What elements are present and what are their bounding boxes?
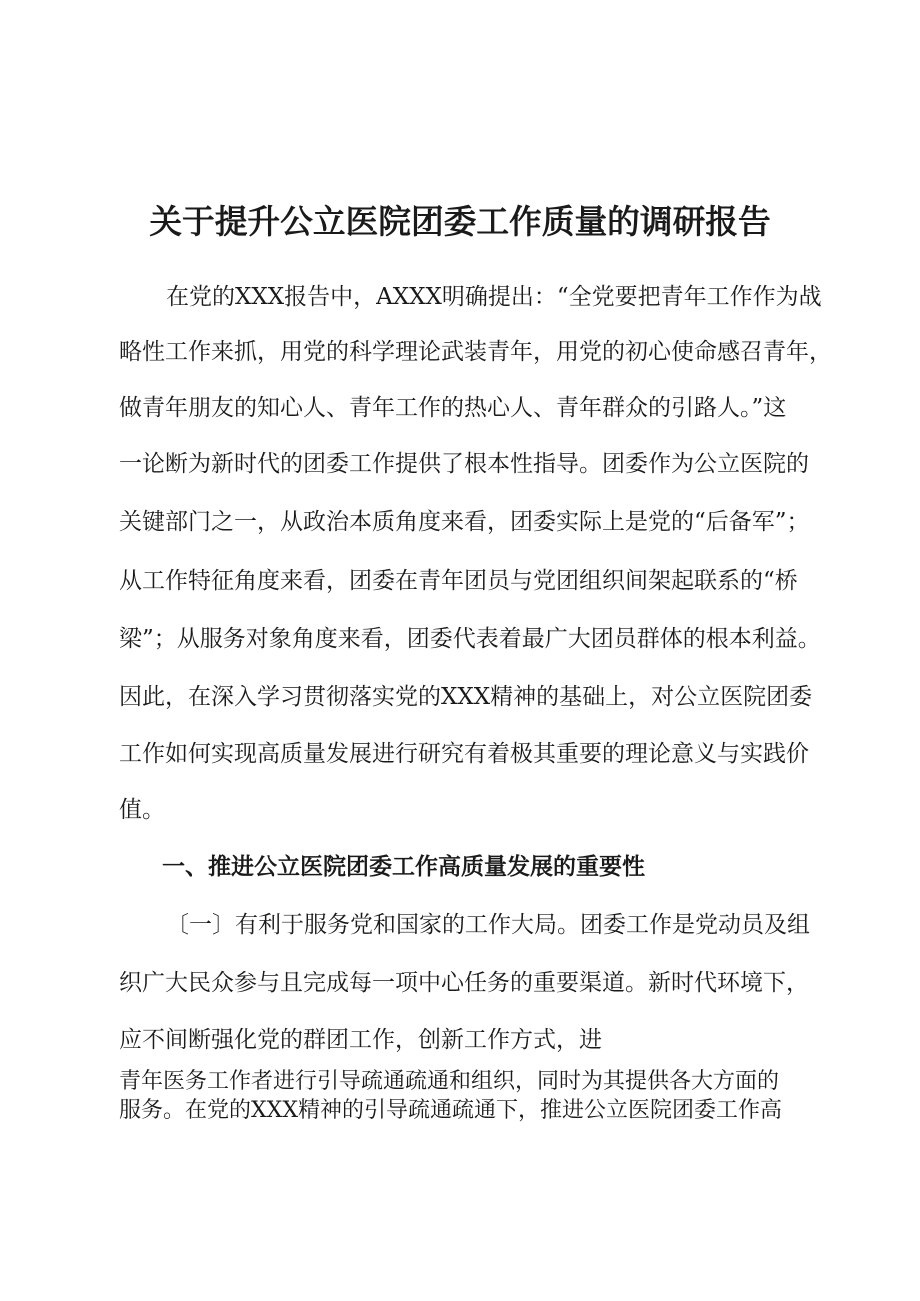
intro-line: 在党的XXX报告中，AXXX明确提出：“全党要把青年工作作为战 — [166, 284, 822, 310]
document-title: 关于提升公立医院团委工作质量的调研报告 — [149, 203, 771, 241]
intro-line: 因此，在深入学习贯彻落实党的XXX精神的基础上，对公立医院团委 — [119, 684, 813, 710]
section-line: 织广大民众参与且完成每一项中心任务的重要渠道。新时代环境下， — [119, 970, 809, 996]
intro-line: 略性工作来抓，用党的科学理论武装青年，用党的初心使命感召青年， — [119, 339, 832, 365]
section-line: 〔一〕有利于服务党和国家的工作大局。团委工作是党动员及组 — [166, 912, 810, 938]
intro-line: 关键部门之一，从政治本质角度来看，团委实际上是党的“后备军”； — [119, 509, 810, 535]
section-heading: 一、推进公立医院团委工作高质量发展的重要性 — [162, 854, 645, 880]
section-line: 青年医务工作者进行引导疏通疏通和组织，同时为其提供各大方面的 — [119, 1069, 780, 1094]
section-line: 应不间断强化党的群团工作，创新工作方式，进 — [119, 1027, 602, 1053]
intro-line: 值。 — [119, 797, 165, 823]
intro-line: 一论断为新时代的团委工作提供了根本性指导。团委作为公立医院的 — [119, 451, 809, 477]
intro-line: 做青年朋友的知心人、青年工作的热心人、青年群众的引路人。”这 — [119, 395, 787, 421]
section-line: 服务。在党的XXX精神的引导疏通疏通下，推进公立医院团委工作高 — [119, 1098, 782, 1123]
intro-line: 从工作特征角度来看，团委在青年团员与党团组织间架起联系的“桥 — [119, 568, 798, 594]
intro-line: 梁”；从服务对象角度来看，团委代表着最广大团员群体的根本利益。 — [119, 626, 821, 652]
intro-line: 工作如何实现高质量发展进行研究有着极其重要的理论意义与实践价 — [119, 741, 809, 767]
